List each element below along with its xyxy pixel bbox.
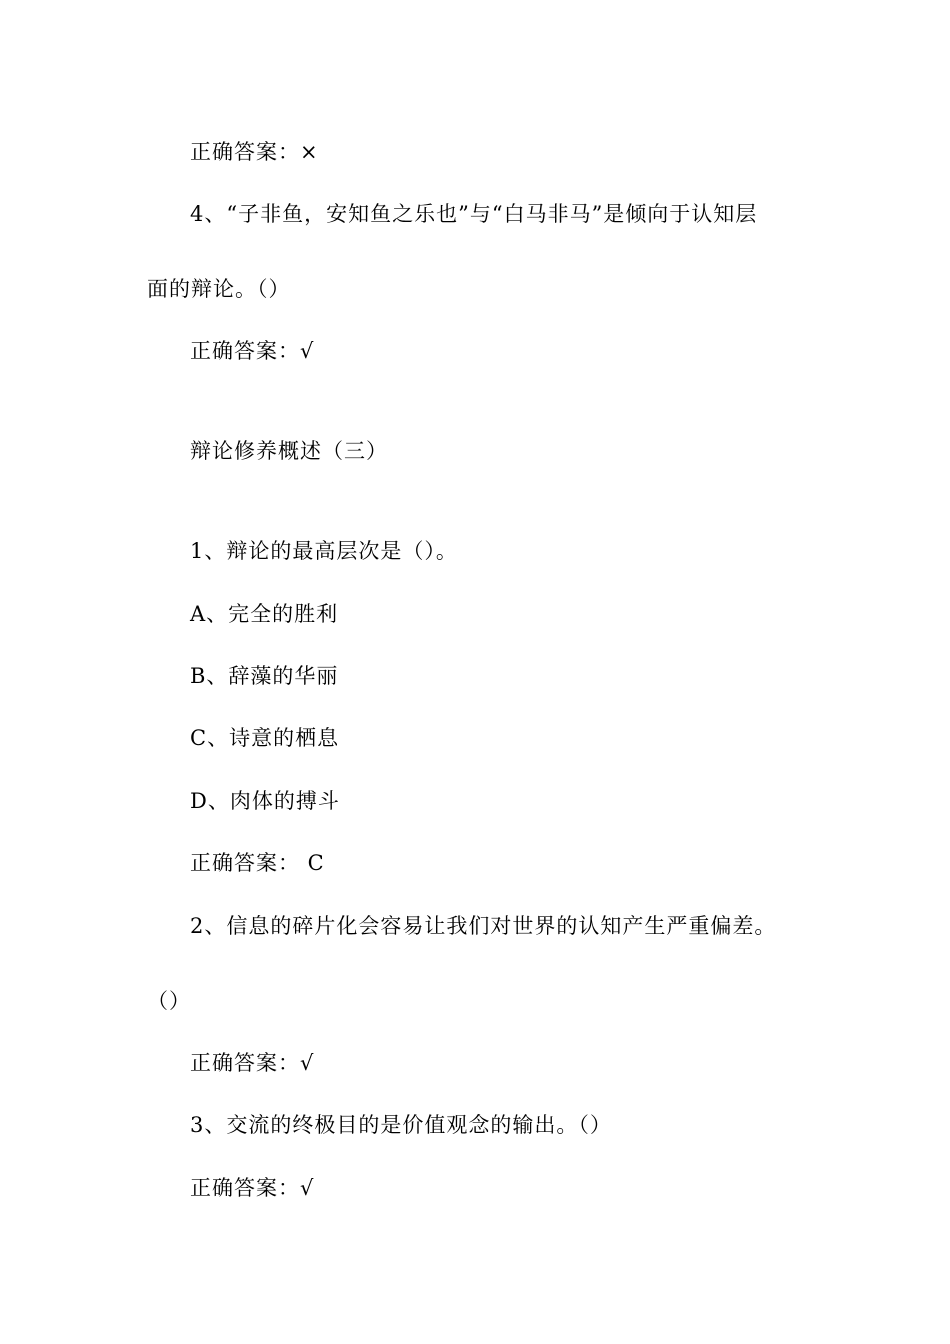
section-heading: 辩论修养概述（三） [190, 439, 388, 463]
option-b: B、辞藻的华丽 [190, 664, 339, 688]
question-line: 4、“子非鱼，安知鱼之乐也”与“白马非马”是倾向于认知层 [190, 202, 758, 226]
answer-line: 正确答案：√ [190, 1051, 315, 1075]
option-a: A、完全的胜利 [190, 602, 339, 626]
option-d: D、肉体的搏斗 [190, 789, 340, 813]
option-c: C、诗意的栖息 [190, 726, 340, 750]
question-line: 1、辩论的最高层次是（）。 [190, 539, 458, 563]
answer-line: 正确答案： C [190, 851, 325, 875]
answer-line: 正确答案：√ [190, 339, 315, 363]
answer-line: 正确答案：× [190, 140, 319, 164]
question-line: 2、信息的碎片化会容易让我们对世界的认知产生严重偏差。 [190, 914, 777, 938]
answer-line: 正确答案：√ [190, 1176, 315, 1200]
question-line-continued: 面的辩论。（） [147, 277, 291, 301]
question-line-continued: （） [147, 989, 191, 1013]
question-line: 3、交流的终极目的是价值观念的输出。（） [190, 1113, 612, 1137]
